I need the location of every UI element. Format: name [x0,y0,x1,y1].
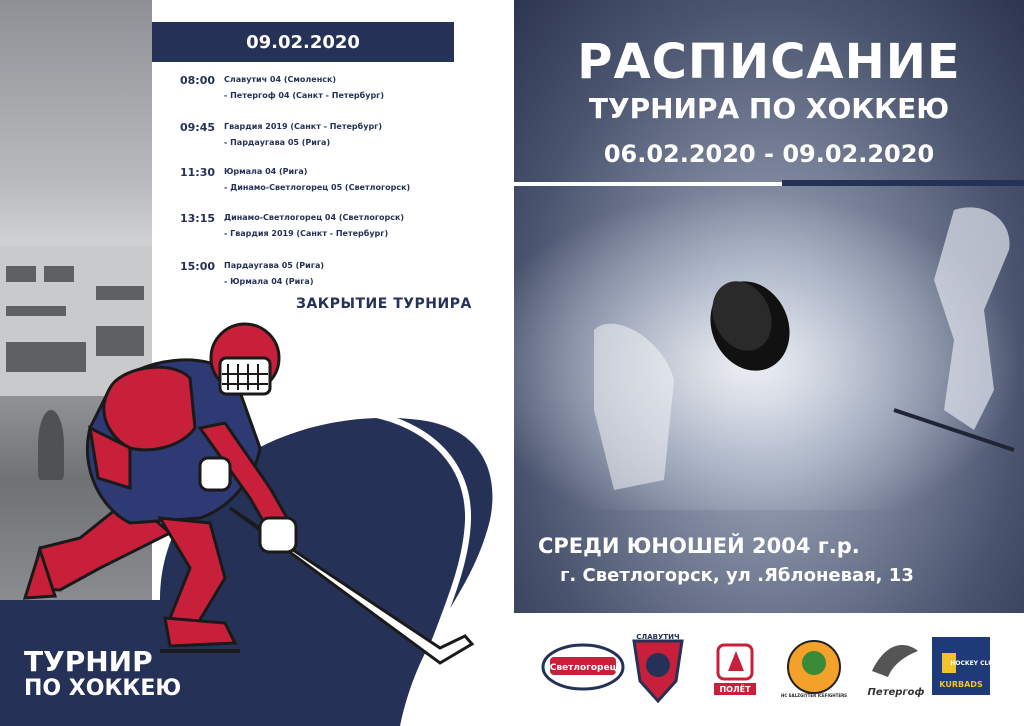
hockey-player-illustration [20,318,480,678]
match-team-home: Гвардия 2019 (Санкт - Петербург) [224,122,383,131]
svetlogorets-logo-text: Светлогорец [549,663,617,673]
slavutich-logo-text: СЛАВУТИЧ [636,633,680,641]
closing-ceremony-label: ЗАКРЫТИЕ ТУРНИРА [296,296,472,312]
polet-logo-text: ПОЛЁТ [719,685,751,694]
slavutich-logo [628,631,688,703]
match-team-away: - Гвардия 2019 (Санкт - Петербург) [224,229,389,238]
tournament-label [24,645,182,701]
right-panel [514,0,1024,613]
match-row [180,166,500,202]
match-team-home: Динамо-Светлогорец 04 (Светлогорск) [224,213,405,222]
match-row [180,212,500,248]
match-time: 15:00 [180,260,216,273]
match-team-away: - Динамо-Светлогорец 05 (Светлогорск) [224,183,411,192]
salzgitter-logo-text: HC SALZGITTER ICEFIGHTERS [780,693,848,698]
match-team-away: - Пардаугава 05 (Рига) [224,138,331,147]
match-time: 13:15 [180,212,216,225]
match-team-home: Славутич 04 (Смоленск) [224,75,337,84]
petergof-logo-text: Петергоф [867,687,925,698]
match-row [180,74,500,110]
match-team-away: - Юрмала 04 (Рига) [224,277,314,286]
kurbads-logo-subtext: HOCKEY CLUB [950,660,998,667]
divider-navy [782,180,1024,186]
match-row [180,121,500,157]
match-team-home: Юрмала 04 (Рига) [224,167,308,176]
poster-title: РАСПИСАНИЕ [577,34,961,90]
age-category: СРЕДИ ЮНОШЕЙ 2004 г.р. [538,534,860,558]
match-time: 11:30 [180,166,216,179]
salzgitter-logo [780,631,848,703]
poster-title-line2: ТУРНИРА ПО ХОККЕЮ [588,92,950,125]
polet-logo [710,631,760,703]
match-time: 09:45 [180,121,216,134]
petergof-logo [862,631,926,703]
kurbads-logo-text: KURBADS [939,680,983,689]
match-row [180,260,500,296]
svetlogorets-logo [540,631,626,703]
venue-address: г. Светлогорск, ул .Яблоневая, 13 [560,565,914,586]
puck-icon [702,268,798,378]
match-time: 08:00 [180,74,216,87]
kurbads-logo [932,631,998,703]
tournament-dates: 06.02.2020 - 09.02.2020 [603,140,935,168]
divider-white [514,182,782,186]
day-date-header: 09.02.2020 [152,22,454,62]
team-logos-strip [514,613,1024,726]
match-team-away: - Петергоф 04 (Санкт - Петербург) [224,91,385,100]
tournament-label-line1: ТУРНИР [24,645,153,678]
match-team-home: Пардаугава 05 (Рига) [224,261,324,270]
tournament-label-line2: ПО ХОККЕЮ [24,676,182,701]
